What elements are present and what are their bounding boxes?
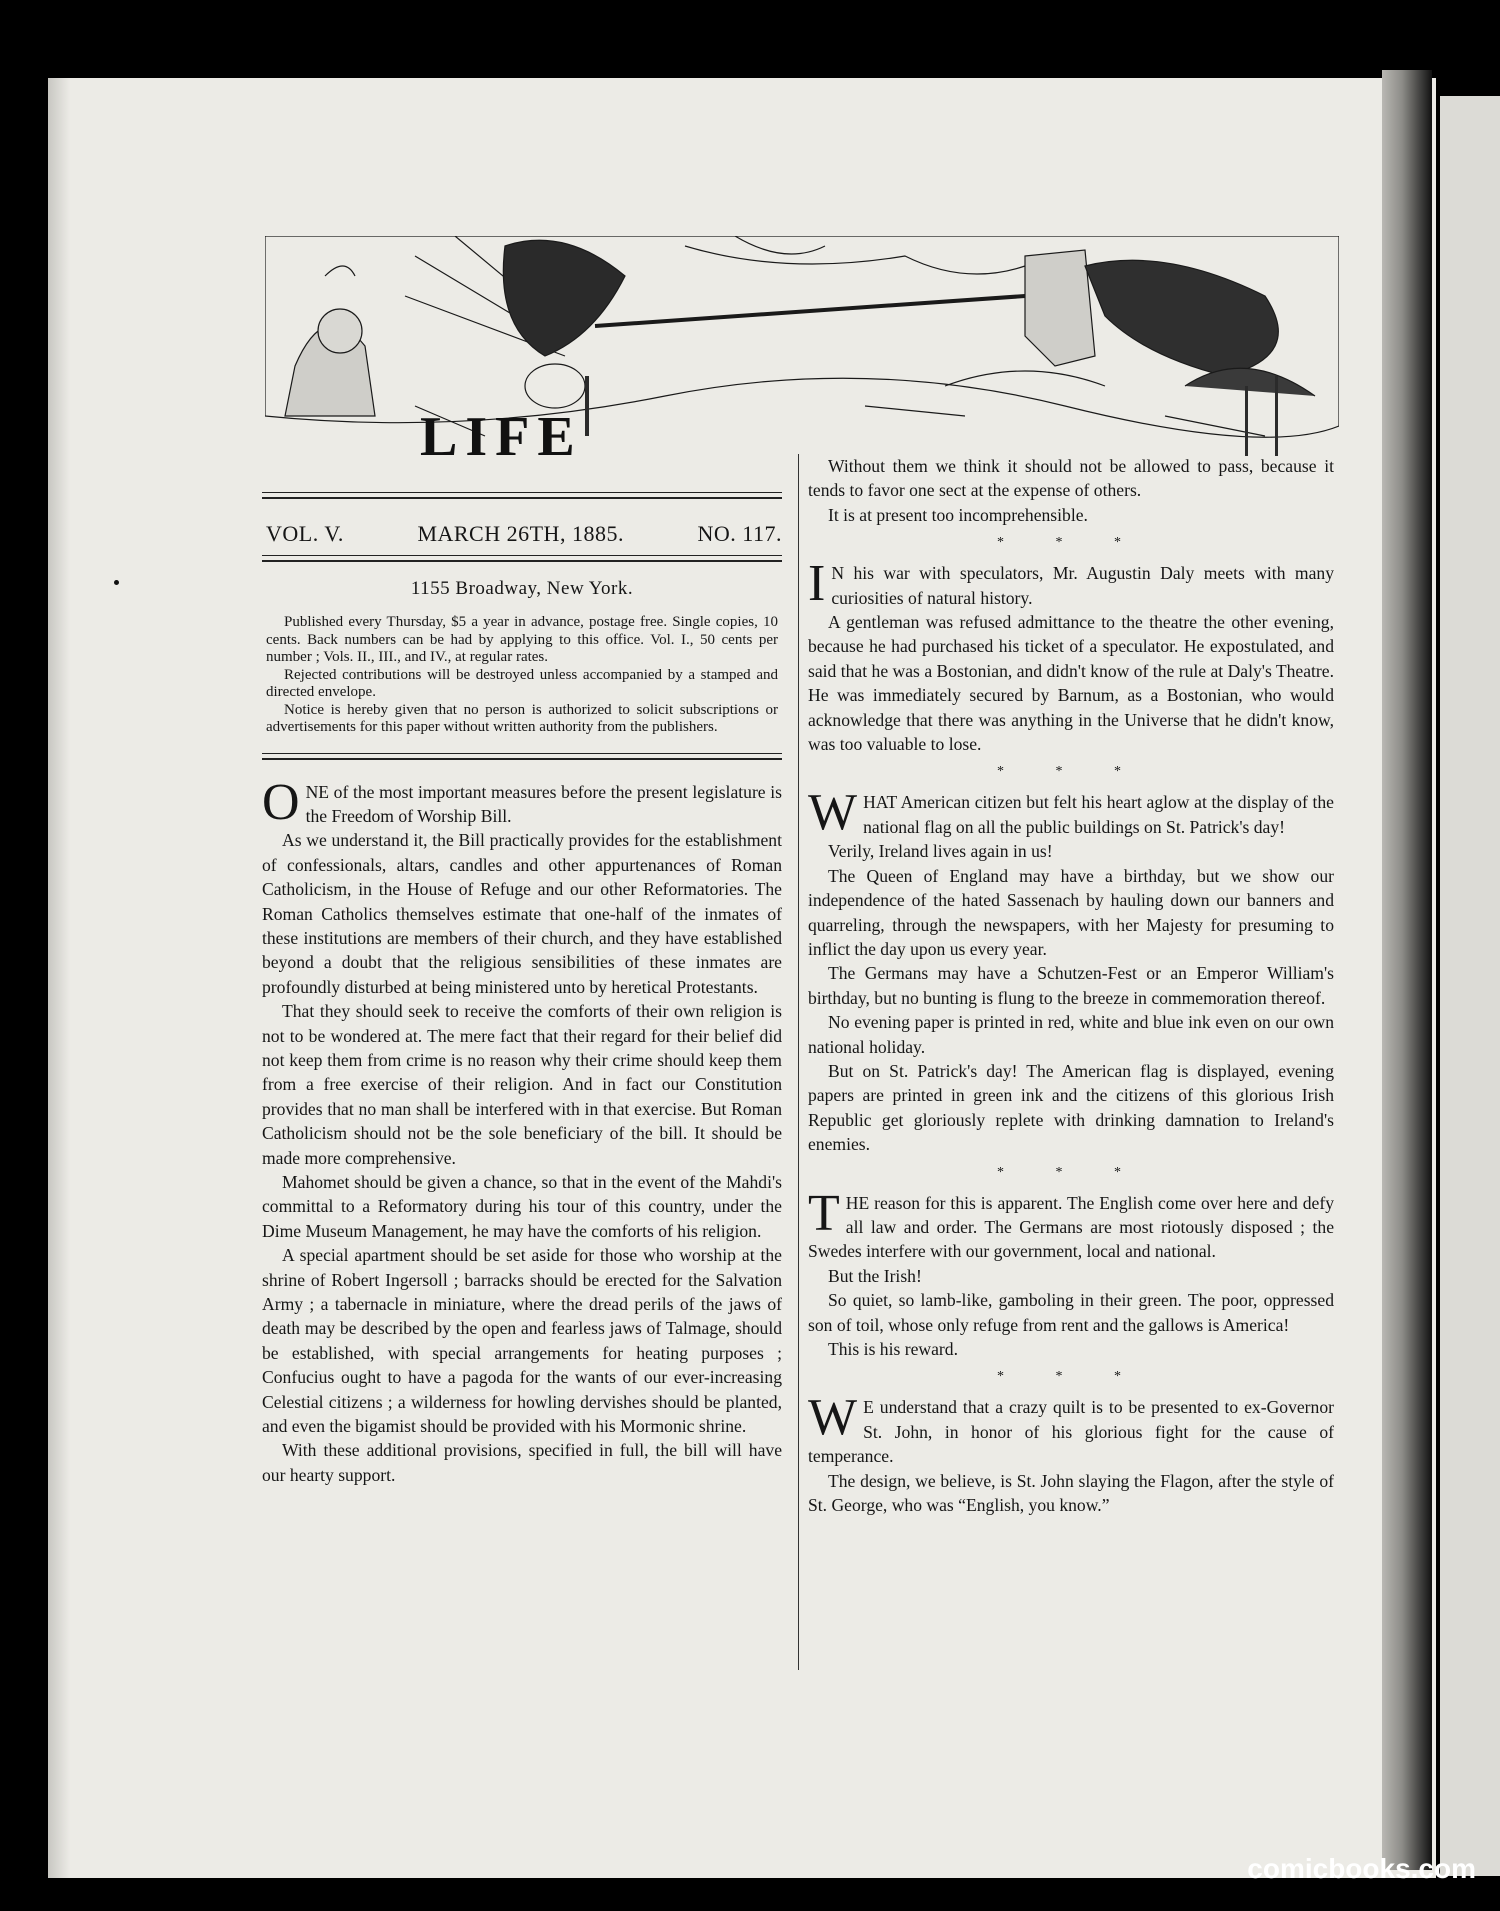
issue-date: MARCH 26TH, 1885. [417,521,624,546]
item-paragraph: No evening paper is printed in red, white and blue ink even on our own national holiday. [808,1012,1334,1057]
page-shadow [48,78,70,1878]
article-paragraph: Mahomet should be given a chance, so that in the event of the Mahdi's committal to a Reformatory during his tour of this country, under the Dime Museum Management, he may have the comforts of his religion. [262,1172,782,1241]
masthead-rule-top [262,492,782,499]
drop-cap: O [262,773,300,831]
section-separator: * * * [997,1369,1145,1385]
lead-text: HAT American citizen but felt his heart aglow at the display of the national flag on all the public buildings on St. Patrick's day! [863,792,1334,837]
masthead-rule-bottom [262,555,782,562]
drop-cap: T [808,1184,840,1242]
item-paragraph: The design, we believe, is St. John slaying the Flagon, after the style of St. George, who was “English, you know.” [808,1470,1334,1516]
adjacent-page-edge [1440,96,1500,1876]
column-divider [798,454,799,1670]
lead-text: HE reason for this is apparent. The English come over here and defy all law and order. The Germans are most riotously disposed ; the Swedes interfere with our government, local and national. [808,1192,1334,1262]
notice-paragraph: Notice is hereby given that no person is authorized to solicit subscriptions or advertisements for this paper without written authority from the publishers. [266,701,778,735]
right-column [808,454,1334,1517]
item-lead [808,784,1334,842]
issue-number: NO. 117. [697,521,782,546]
article-paragraph: That they should seek to receive the comforts of their own religion is not to be wondered at. The mere fact that their regard for their belief did not keep them from crime is no reason why their crime should keep them from a free exercise of their religion. And in fact our Constitution provides that no man shall be interfered with in that exercise. But Roman Catholicism should not be the sole beneficiary of the bill. It should be made more comprehensive. [262,1001,782,1168]
item-paragraph: Verily, Ireland lives again in us! [828,841,1053,862]
lead-text: E understand that a crazy quilt is to be presented to ex-Governor St. John, in honor of his glorious fight for the cause of temperance. [808,1397,1334,1467]
freedom-of-worship-article [262,773,782,1488]
item-paragraph: But on St. Patrick's day! The American flag is displayed, evening papers are printed in green ink and the citizens of this glorious Irish Republic get gloriously replete with drinking damnation to Ireland's enemies. [808,1060,1334,1155]
section-separator: * * * [997,1164,1145,1180]
drop-cap: I [808,555,826,613]
article-paragraph: As we understand it, the Bill practically provides for the establishment of confessionals, altars, candles and other appurtenances of Roman Catholicism, in the House of Refuge and our other Reformatories. The Roman Catholics themselves estimate that one-half of the inmates of these institutions are members of their church, and they have established beyond a doubt that the religious sensibilities of these inmates are profoundly disturbed at being ministered unto by heretical Protestants. [262,830,782,997]
publication-notice [266,614,778,737]
article-lead [262,773,782,831]
site-watermark: comicbooks.com [1247,1853,1476,1884]
item-paragraph: The Germans may have a Schutzen-Fest or an Emperor William's birthday, but no bunting is flung to the breeze in commemoration thereof. [808,963,1334,1008]
item-lead [808,555,1334,613]
issue-line [262,499,782,555]
life-logo: LIFE [420,406,583,468]
left-column [262,492,782,1487]
section-separator: * * * [997,764,1145,780]
continued-paragraph: Without them we think it should not be allowed to pass, because it tends to favor one sect at the expense of others. [808,456,1334,501]
item-paragraph: A gentleman was refused admittance to the theatre the other evening, because he had purchased his ticket of a speculator. He expostulated, and said that he was a Bostonian, and didn't know of the rule at Daly's Theatre. He was immediately secured by Barnum, as a Bostonian, who would acknowledge that there was anything in the Universe that he didn't know, was too valuable to lose. [808,612,1334,755]
notice-paragraph: Published every Thursday, $5 a year in advance, postage free. Single copies, 10 cents. Back numbers can be had by applying to this office. Vol. I., 50 cents per number ; Vols. II., III., and IV., at regular rates. [266,614,778,665]
book-gutter [1382,70,1432,1870]
print-speck [114,580,119,585]
notice-paragraph: Rejected contributions will be destroyed unless accompanied by a stamped and directed envelope. [266,666,778,700]
publisher-address: 1155 Broadway, New York. [410,578,634,599]
item-paragraph: The Queen of England may have a birthday, but we show our independence of the hated Sassenach by hauling down our banners and quarreling, through the newspapers, with her Majesty for presuming to inflict the day upon us every year. [808,865,1334,959]
lead-text: NE of the most important measures before the present legislature is the Freedom of Worship Bill. [305,781,782,826]
item-paragraph: This is his reward. [828,1339,958,1359]
volume-label: VOL. V. [266,521,344,546]
item-lead [808,1389,1334,1468]
lead-text: N his war with speculators, Mr. Augustin Daly meets with many curiosities of natural history. [831,563,1334,608]
item-lead [808,1184,1334,1264]
drop-cap: W [808,1389,858,1447]
article-paragraph: With these additional provisions, specified in full, the bill will have our hearty support. [262,1440,782,1485]
item-paragraph: But the Irish! [828,1265,922,1286]
continued-paragraph: It is at present too incomprehensible. [828,504,1088,525]
article-paragraph: A special apartment should be set aside for those who worship at the shrine of Robert Ingersoll ; barracks should be erected for the Salvation Army ; a tabernacle in miniature, where the dread perils of the jaws of death may be described by the open and fearless jaws of Talmage, should be established, with special arrangements for heating purposes ; Confucius ought to have a pagoda for the wants of our ever-increasing Celestial citizens ; a wilderness for howling dervishes should be planted, and even the bigamist should be provided with his Mormonic shrine. [262,1245,782,1437]
notice-rule [262,753,782,760]
drop-cap: W [808,784,858,842]
item-paragraph: So quiet, so lamb-like, gamboling in their green. The poor, oppressed son of toil, whose only refuge from rent and the gallows is America! [808,1290,1334,1335]
section-separator: * * * [997,535,1145,551]
